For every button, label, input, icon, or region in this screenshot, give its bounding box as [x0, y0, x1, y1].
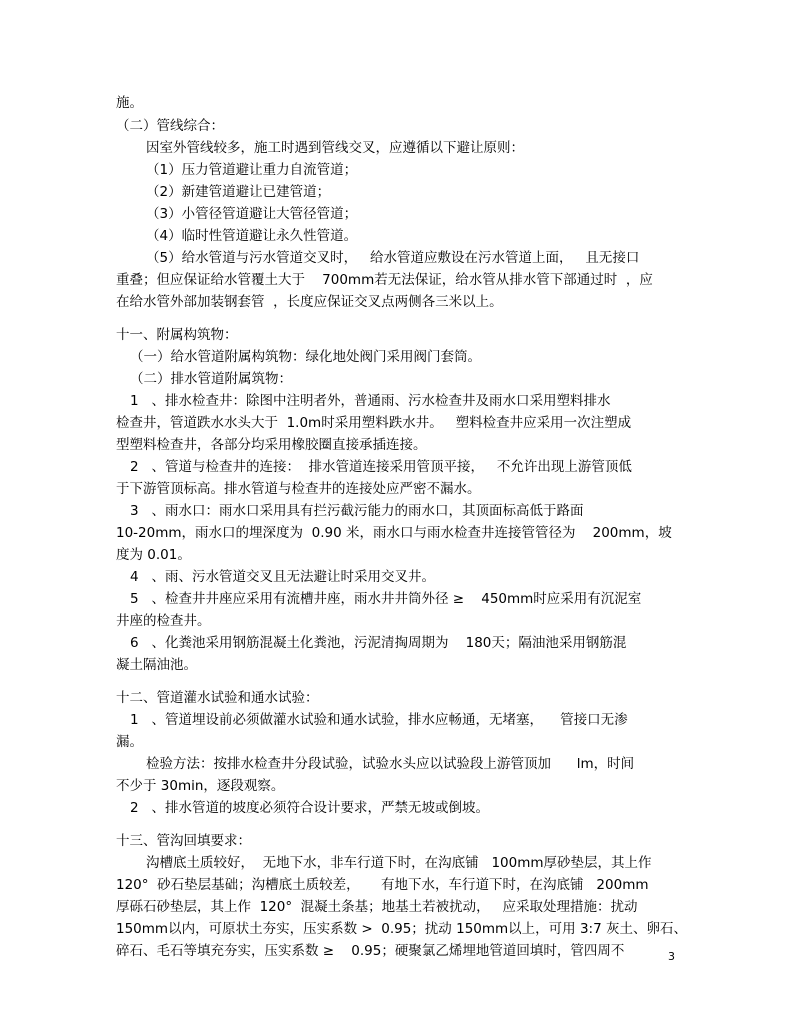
- list-item: 3 、雨水口：雨水口采用具有拦污截污能力的雨水口，其顶面标高低于路面: [130, 503, 584, 519]
- text-line: 型塑料检查井，各部分均采用橡胶圈直接承插连接。: [116, 437, 427, 453]
- text-line: 施。: [116, 95, 143, 111]
- list-item: （3）小管径管道避让大管径管道；: [146, 206, 358, 222]
- text-line: 沟槽底土质较好， 无地下水，非车行道下时，在沟底铺 100mm厚砂垫层，其上作: [146, 855, 652, 871]
- list-item: 6 、化粪池采用钢筋混凝土化粪池，污泥清掏周期为 180天；隔油池采用钢筋混: [130, 635, 627, 651]
- list-item: （4）临时性管道避让永久性管道。: [146, 228, 358, 244]
- list-item: 2 、排水管道的坡度必须符合设计要求，严禁无坡或倒坡。: [130, 800, 489, 816]
- text-line: 度为 0.01。: [116, 547, 191, 563]
- section-subheading: （二）管线综合：: [116, 118, 224, 134]
- text-line: 于下游管顶标高。排水管道与检查井的连接处应严密不漏水。: [116, 481, 481, 497]
- text-line: 150mm以内，可原状土夯实，压实系数 > 0.95；扰动 150mm以上，可用 3:7 灰土、卵石、: [116, 921, 687, 937]
- section-heading: 十三、管沟回填要求：: [116, 833, 251, 849]
- list-item: （1）压力管道避让重力自流管道；: [146, 162, 358, 178]
- list-item: 4 、雨、污水管道交叉且无法避让时采用交叉井。: [130, 569, 435, 585]
- text-line: 检查井，管道跌水水头大于 1.0m时采用塑料跌水井。 塑料检查井应采用一次注塑成: [116, 415, 632, 431]
- text-line: 凝土隔油池。: [116, 657, 197, 673]
- section-heading: 十一、附属构筑物：: [116, 327, 238, 343]
- text-line: 井座的检查井。: [116, 613, 211, 629]
- list-item: 1 、管道埋设前必须做灌水试验和通水试验，排水应畅通，无堵塞， 管接口无渗: [130, 712, 628, 728]
- text-line: 因室外管线较多，施工时遇到管线交叉，应遵循以下避让原则：: [146, 140, 524, 156]
- section-heading: 十二、管道灌水试验和通水试验：: [116, 690, 319, 706]
- text-line: 在给水管外部加装钢套管 ，长度应保证交叉点两侧各三米以上。: [116, 294, 503, 310]
- text-line: 不少于 30min，逐段观察。: [116, 778, 285, 794]
- section-subheading: （一）给水管道附属构筑物：绿化地处阀门采用阀门套筒。: [130, 349, 481, 365]
- text-line: 碎石、毛石等填充夯实，压实系数 ≥ 0.95；硬聚氯乙烯埋地管道回填时，管四周不: [116, 943, 625, 959]
- section-subheading: （二）排水管道附属筑物：: [130, 371, 292, 387]
- list-item: 2 、管道与检查井的连接： 排水管道连接采用管顶平接， 不允许出现上游管顶低: [130, 459, 632, 475]
- text-line: 漏。: [116, 734, 143, 750]
- text-line: 重叠；但应保证给水管覆土大于 700mm若无法保证，给水管从排水管下部通过时 ，应: [116, 272, 653, 288]
- list-item: （5）给水管道与污水管道交叉时， 给水管道应敷设在污水管道上面， 且无接口: [146, 250, 640, 266]
- page-number: 3: [668, 950, 675, 963]
- text-line: 厚砾石砂垫层，其上作 120° 混凝土条基；地基土若被扰动， 应采取处理措施：扰动: [116, 899, 638, 915]
- list-item: （2）新建管道避让已建管道；: [146, 184, 331, 200]
- list-item: 5 、检查井井座应采用有流槽井座，雨水井井筒外径 ≥ 450mm时应采用有沉泥室: [130, 591, 642, 607]
- text-line: 120° 砂石垫层基础；沟槽底土质较差， 有地下水，车行道下时，在沟底铺 200mm: [116, 877, 649, 893]
- text-line: 检验方法：按排水检查井分段试验，试验水头应以试验段上游管顶加 lm，时间: [146, 756, 635, 772]
- text-line: 10-20mm，雨水口的埋深度为 0.90 米，雨水口与雨水检查井连接管管径为 200mm，坡: [116, 525, 672, 541]
- list-item: 1 、排水检查井：除图中注明者外，普通雨、污水检查井及雨水口采用塑料排水: [130, 393, 611, 409]
